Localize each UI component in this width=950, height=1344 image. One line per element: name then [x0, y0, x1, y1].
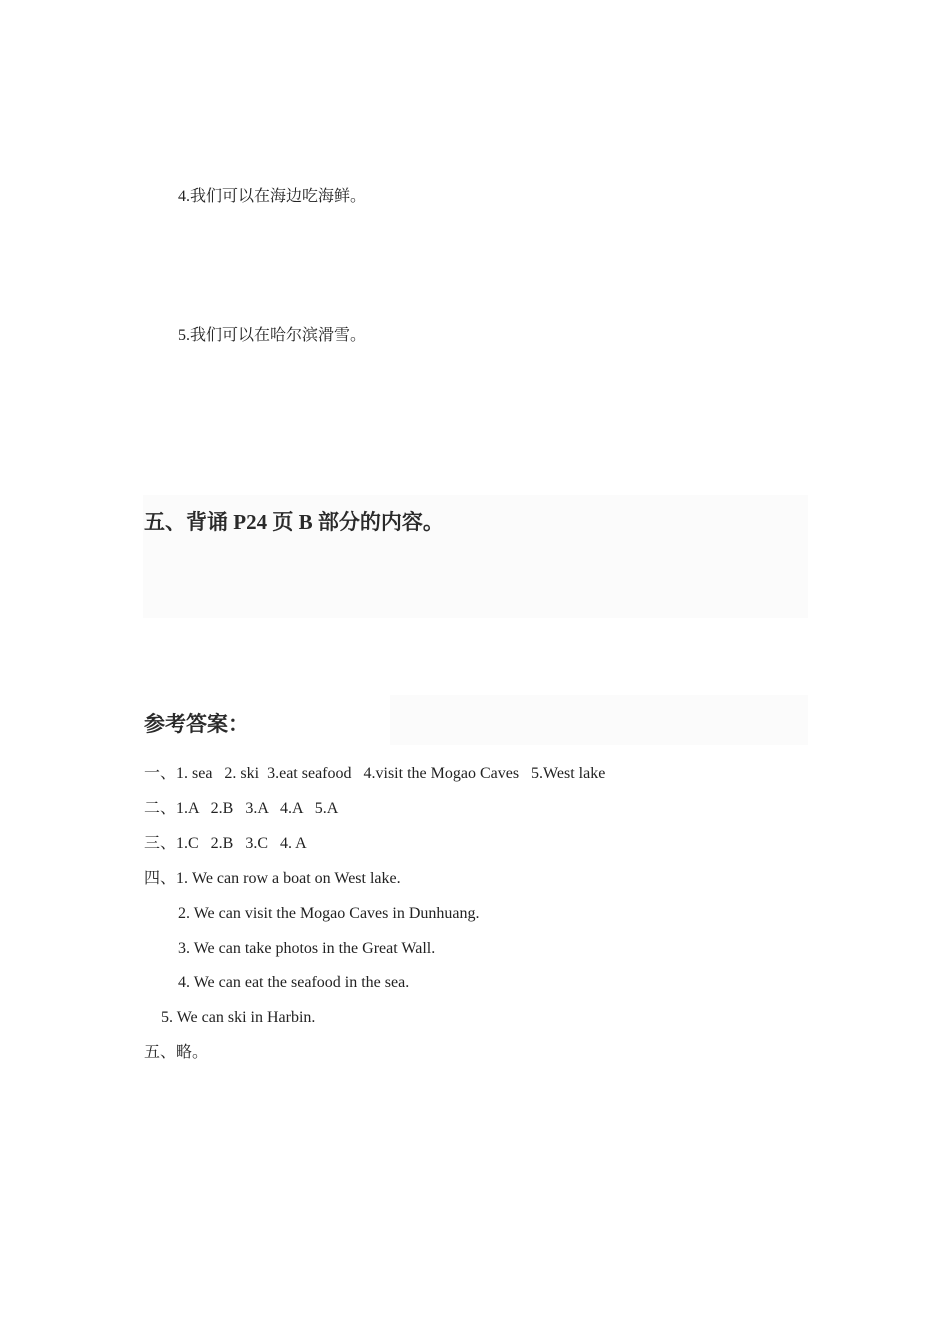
answers-title: 参考答案： — [144, 712, 249, 736]
answer-line-8: 5. We can ski in Harbin. — [161, 1009, 316, 1026]
answer-line-7: 4. We can eat the seafood in the sea. — [178, 974, 410, 991]
answer-line-1: 一、1. sea 2. ski 3.eat seafood 4.visit the Mogao Caves 5.West lake — [144, 765, 606, 782]
answer-line-4: 四、1. We can row a boat on West lake. — [144, 870, 401, 887]
answer-line-3: 三、1.C 2.B 3.C 4. A — [144, 835, 307, 852]
answers-heading-background — [390, 695, 808, 745]
answer-line-9: 五、略。 — [144, 1044, 209, 1061]
answer-line-6: 3. We can take photos in the Great Wall. — [178, 940, 436, 957]
section-5-title: 五、背诵 P24 页 B 部分的内容。 — [144, 510, 444, 534]
answer-line-2: 二、1.A 2.B 3.A 4.A 5.A — [144, 800, 339, 817]
sentence-4: 4.我们可以在海边吃海鲜。 — [178, 188, 367, 205]
sentence-5: 5.我们可以在哈尔滨滑雪。 — [178, 327, 367, 344]
answer-line-5: 2. We can visit the Mogao Caves in Dunhuang. — [178, 905, 480, 922]
